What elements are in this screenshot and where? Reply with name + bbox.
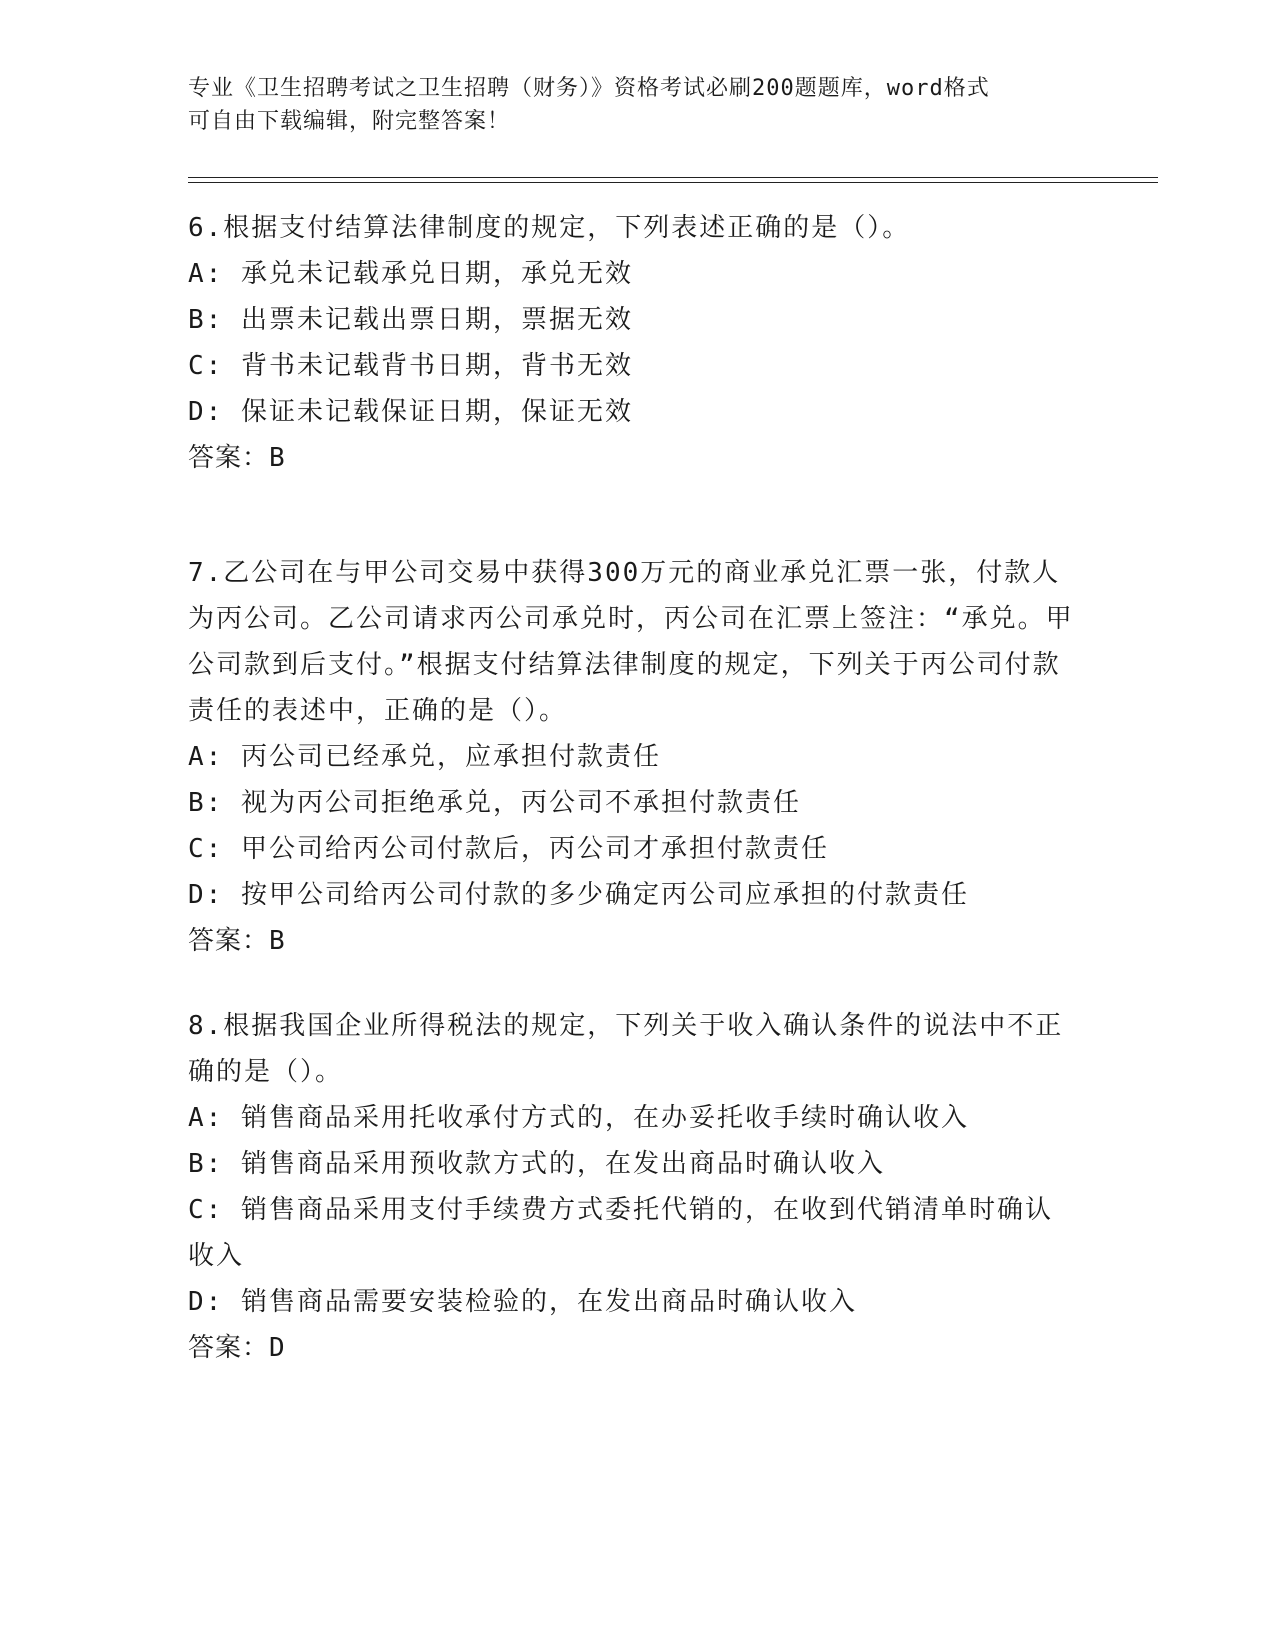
header-line-2: 可自由下载编辑，附完整答案！ [188, 109, 511, 134]
header-divider-top [188, 177, 1158, 178]
option-d: D: 按甲公司给丙公司付款的多少确定丙公司应承担的付款责任 [188, 880, 969, 910]
answer: 答案：B [188, 926, 286, 956]
header-line-1: 专业《卫生招聘考试之卫生招聘（财务）》资格考试必刷200题题库，word格式 [188, 76, 990, 101]
option-a: A: 承兑未记载承兑日期，承兑无效 [188, 259, 633, 289]
option-b: B: 出票未记载出票日期，票据无效 [188, 305, 633, 335]
option-c: C: 甲公司给丙公司付款后，丙公司才承担付款责任 [188, 834, 829, 864]
question-stem: 8.根据我国企业所得税法的规定，下列关于收入确认条件的说法中不正确的是（）。 [188, 1011, 1064, 1087]
option-b: B: 销售商品采用预收款方式的，在发出商品时确认收入 [188, 1149, 885, 1179]
answer: 答案：D [188, 1333, 286, 1363]
option-a: A: 销售商品采用托收承付方式的，在办妥托收手续时确认收入 [188, 1103, 969, 1133]
question-7 [188, 550, 1078, 964]
option-d: D: 保证未记载保证日期，保证无效 [188, 397, 633, 427]
option-b: B: 视为丙公司拒绝承兑，丙公司不承担付款责任 [188, 788, 801, 818]
option-c: C: 背书未记载背书日期，背书无效 [188, 351, 633, 381]
question-6 [188, 205, 1078, 481]
answer: 答案：B [188, 443, 286, 473]
question-stem: 6.根据支付结算法律制度的规定，下列表述正确的是（）。 [188, 213, 911, 243]
document-header [188, 72, 1088, 138]
option-c: C: 销售商品采用支付手续费方式委托代销的，在收到代销清单时确认收入 [188, 1195, 1053, 1271]
question-8 [188, 1003, 1078, 1371]
header-divider-bottom [188, 182, 1158, 183]
option-a: A: 丙公司已经承兑，应承担付款责任 [188, 742, 661, 772]
option-d: D: 销售商品需要安装检验的，在发出商品时确认收入 [188, 1287, 857, 1317]
question-stem: 7.乙公司在与甲公司交易中获得300万元的商业承兑汇票一张，付款人为丙公司。乙公司请求丙公司承兑时，丙公司在汇票上签注：“承兑。甲公司款到后支付。”根据支付结算法律制度的规定，下列关于丙公司付款责任的表述中，正确的是（）。 [188, 558, 1074, 726]
